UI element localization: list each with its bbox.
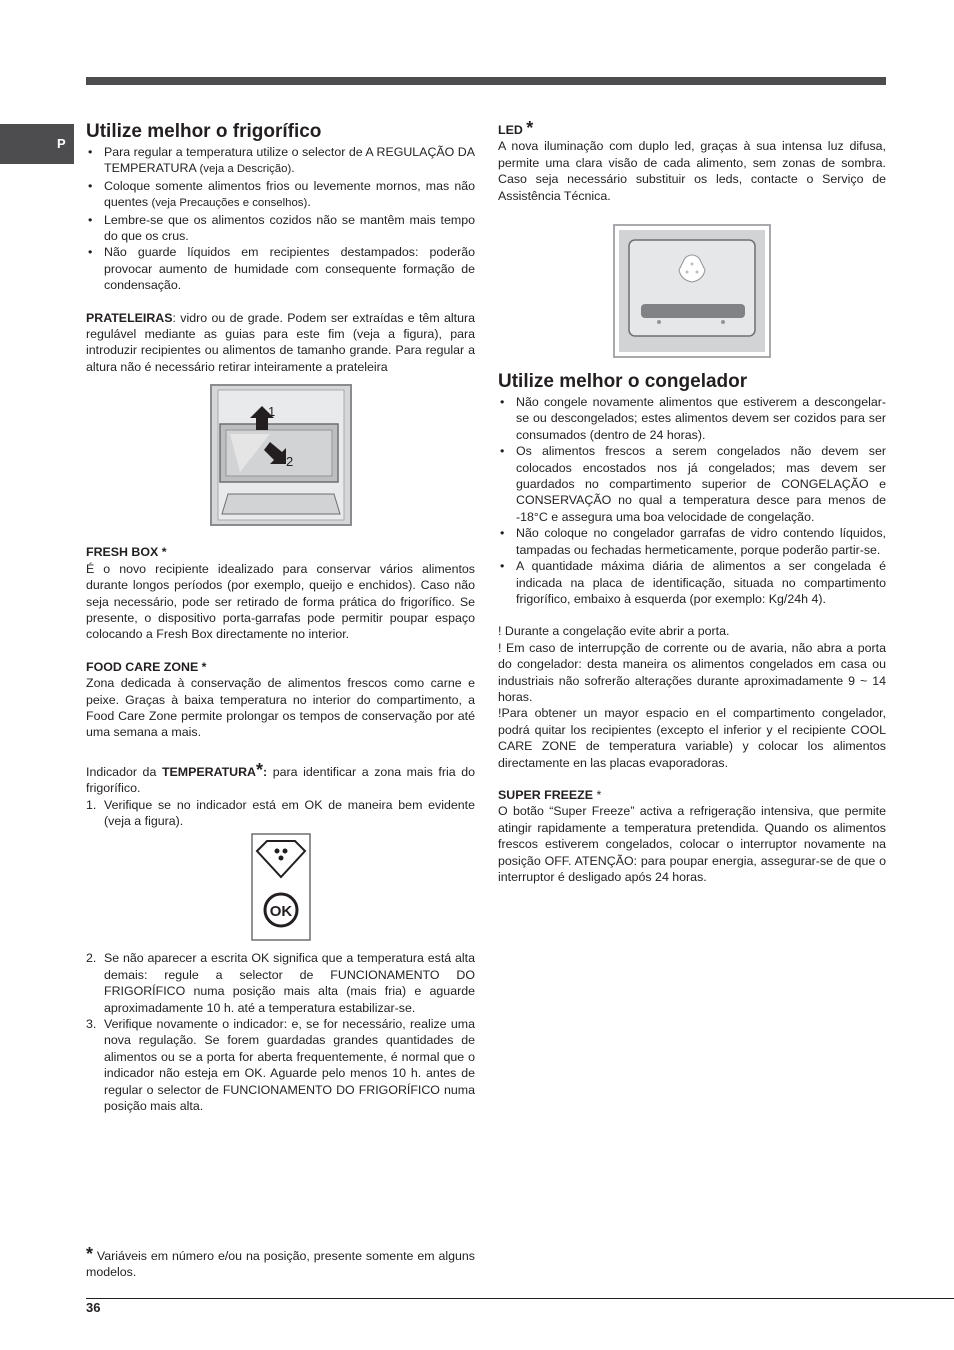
header-bar <box>86 77 886 85</box>
ok-label: OK <box>269 903 292 921</box>
shelves-paragraph: PRATELEIRAS: vidro ou de grade. Podem ser extraídas e têm altura regulável mediante as guias para este fim (veja a figura), para introduzir recipientes ou alimentos de tamanho grande. Para regular a altura não é necessário retirar inteiramente a prateleira <box>86 310 475 374</box>
shelf-label-1: 1 <box>267 404 275 420</box>
footer-rule <box>86 1298 954 1299</box>
list-item: • A quantidade máxima diária de alimentos a ser congelada é indicada na placa de identificação, situada no compartimento frigorífico, embaixo à esquerda (por exemplo: Kg/24h 4). <box>498 558 886 607</box>
list-item: • Não coloque no congelador garrafas de vidro contendo líquidos, tampadas ou fechadas hermeticamente, porque poderão partir-se. <box>498 525 886 558</box>
fridge-section-title: Utilize melhor o frigorífico <box>86 121 322 142</box>
list-item: • Não guarde líquidos em recipientes destampados: poderão provocar aumento de humidade com consequente formação de condensação. <box>86 244 475 293</box>
list-item: • Para regular a temperatura utilize o selector de A REGULAÇÃO DA TEMPERATURA (veja a Descrição). <box>86 144 475 178</box>
led-text: A nova iluminação com duplo led, graças à sua intensa luz difusa, permite uma clara visão de cada alimento, sem zonas de sombra. Caso seja necessário substituir os leds, contacte o Serviço de Assistência Técnica. <box>498 139 886 203</box>
indicator-steps-rest <box>86 950 475 1114</box>
led-light-figure <box>613 224 771 358</box>
freshbox-text: É o novo recipiente idealizado para conservar vários alimentos durante longos períodos (por exemplo, queijo e enchidos). Caso não seja necessário, pode ser retirado de forma prática do frigorífico. Se presente, o dispositivo porta-garrafas pode permitir poupar espaço colocando a Fresh Box directamente no interior. <box>86 561 475 642</box>
superfreeze-text: O botão “Super Freeze” activa a refrigeração intensiva, que permite atingir rapidamente a temperatura pretendida. Quando os alimentos frescos estiverem congelados, colocar o interruptor novamente na posição OFF. ATENÇÃO: para poupar energia, assegurar-se de que o interruptor é desligado após 24 horas. <box>498 804 886 884</box>
list-item: 3. Verifique novamente o indicador: e, se for necessário, realize uma nova regulação. Se forem guardadas grandes quantidades de alimentos ou se a porta for aberta frequentemente, é normal que o indicador não esteja em OK. Aguarde pelo menos 10 h. antes de regular o selector de FUNCIONAMENTO DO FRIGORÍFICO numa posição mais alta. <box>86 1017 475 1114</box>
shelf-label-2: 2 <box>285 454 293 470</box>
language-tab-label: P <box>57 136 66 151</box>
right-column <box>498 120 886 885</box>
list-item: • Lembre-se que os alimentos cozidos não se mantêm mais tempo do que os crus. <box>86 212 475 245</box>
fridge-tips-list <box>86 144 475 294</box>
freezer-tips-list <box>498 394 886 607</box>
list-item: • Coloque somente alimentos frios ou levemente mornos, mas não quentes (veja Precauções e conselhos). <box>86 178 475 212</box>
reference-text: (veja Precauções e conselhos) <box>151 197 308 210</box>
indicator-steps-first <box>86 797 475 830</box>
freezer-note: !Para obtener un mayor espacio en el compartimento congelador, podrá quitar los recipientes (excepto el inferior y el recipiente COOL CARE ZONE de temperatura variable) y colocar los alimentos directamente en las placas evaporadoras. <box>498 706 886 770</box>
freezer-note: ! Durante a congelação evite abrir a porta. <box>498 624 730 639</box>
list-item: 1. Verifique se no indicador está em OK de maneira bem evidente (veja a figura). <box>86 797 475 828</box>
list-item: • Não congele novamente alimentos que estiverem a descongelar-se ou descongelados; estes alimentos devem ser cozidos para ser consumados (dentro de 24 horas). <box>498 394 886 443</box>
footnote: * Variáveis em número e/ou na posição, presente somente em alguns modelos. <box>86 1244 475 1280</box>
left-column <box>86 120 475 1114</box>
freezer-section-title: Utilize melhor o congelador <box>498 371 748 393</box>
temperature-indicator-figure <box>251 833 311 941</box>
led-title: LED * <box>498 118 534 138</box>
freshbox-title: FRESH BOX * <box>86 545 167 560</box>
foodcare-text: Zona dedicada à conservação de alimentos frescos como carne e peixe. Graças à baixa temperatura no interior do compartimento, a Food Care Zone permite prolongar os tempos de conservação por até uma semana a mais. <box>86 676 475 740</box>
superfreeze-title: SUPER FREEZE * <box>498 787 602 802</box>
list-item: 2. Se não aparecer a escrita OK significa que a temperatura está alta demais: regule a selector de FUNCIONAMENTO DO FRIGORÍFICO numa posição mais alta (mais fria) e aguarde aproximadamente 10 h. até a temperatura estabilizar-se. <box>86 951 475 1015</box>
language-tab <box>0 124 74 164</box>
foodcare-title: FOOD CARE ZONE * <box>86 659 207 674</box>
reference-text: (veja a Descrição) <box>199 163 292 176</box>
freezer-note: ! Em caso de interrupção de corrente ou de avaria, não abra a porta do congelador: desta maneira os alimentos congelados em casa ou industriais não sofrerão alterações durante aproximadamente 9 ~ 14 horas. <box>498 640 886 704</box>
shelves-label: PRATELEIRAS <box>86 310 173 325</box>
shelf-adjust-figure <box>210 384 352 526</box>
list-item: • Os alimentos frescos a serem congelados não devem ser colocados encostados nos já congelados; mas devem ser guardados no compartimento superior de CONGELAÇÃO e CONSERVAÇÃO no qual a temperatura desce para menos de -18°C e assegura uma boa velocidade de congelação. <box>498 443 886 525</box>
indicator-paragraph: Indicador da TEMPERATURA*: para identificar a zona mais fria do frigorífico. <box>86 759 476 796</box>
page-number: 36 <box>86 1300 101 1315</box>
